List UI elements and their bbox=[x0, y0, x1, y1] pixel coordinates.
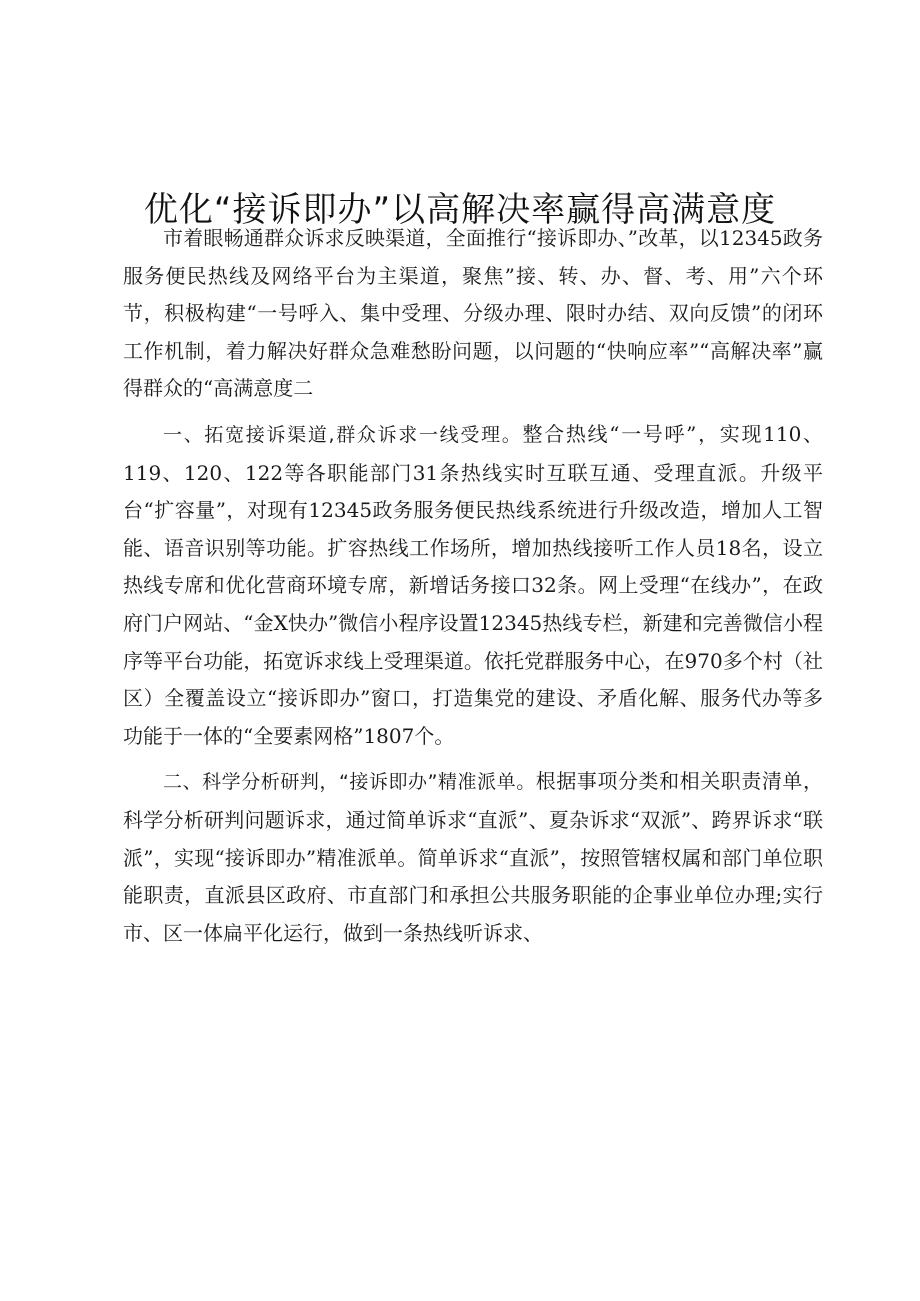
section-2-heading: 二、科学分析研判，“接诉即办”精准派单。 bbox=[163, 771, 536, 794]
section-1-heading: 一、拓宽接诉渠道,群众诉求一线受理。 bbox=[163, 423, 523, 446]
intro-paragraph: 市着眼畅通群众诉求反映渠道，全面推行“接诉即办、”改革，以12345政务服务便民热线及网络平台为主渠道，聚焦”接、转、办、督、考、用”六个环节，积极构建“一号呼入、集中受理、分级办理、限时办结、双向反馈”的闭环工作机制，着力解决好群众急难愁盼问题，以问题的“快响应率”“高解决率”赢得群众的“高满意度二 bbox=[123, 226, 823, 401]
section-2-text: 根据事项分类和相关职责清单，科学分析研判问题诉求，通过简单诉求“直派”、夏杂诉求“双派”、跨界诉求“联派”，实现“接诉即办”精准派单。简单诉求“直派”，按照管辖权属和部门单位职能职责，直派县区政府、市直部门和承担公共服务职能的企事业单位办理;实行市、区一体扁平化运行，做到一条热线听诉求、 bbox=[123, 769, 823, 945]
document-title: 优化“接诉即办”以高解决率赢得高满意度 bbox=[143, 189, 777, 230]
section-1-paragraph bbox=[123, 416, 823, 755]
document-body bbox=[123, 220, 823, 958]
section-2-paragraph bbox=[123, 763, 823, 952]
section-1-text: 整合热线“一号呼”，实现110、119、120、122等各职能部门31条热线实时互联互通、受理直派。升级平台“扩容量”，对现有12345政务服务便民热线系统进行升级改造，增加人工智能、语音识别等功能。扩容热线工作场所，增加热线接听工作人员18名，设立热线专席和优化营商环境专席，新增话务接口32条。网上受理“在线办”，在政府门户网站、“金X快办”微信小程序设置12345热线专栏，新建和完善微信小程序等平台功能，拓宽诉求线上受理渠道。依托党群服务中心，在970多个村（社区）全覆盖设立“接诉即办”窗口，打造集党的建设、矛盾化解、服务代办等多功能于一体的“全要素网格”1807个。 bbox=[123, 421, 824, 748]
